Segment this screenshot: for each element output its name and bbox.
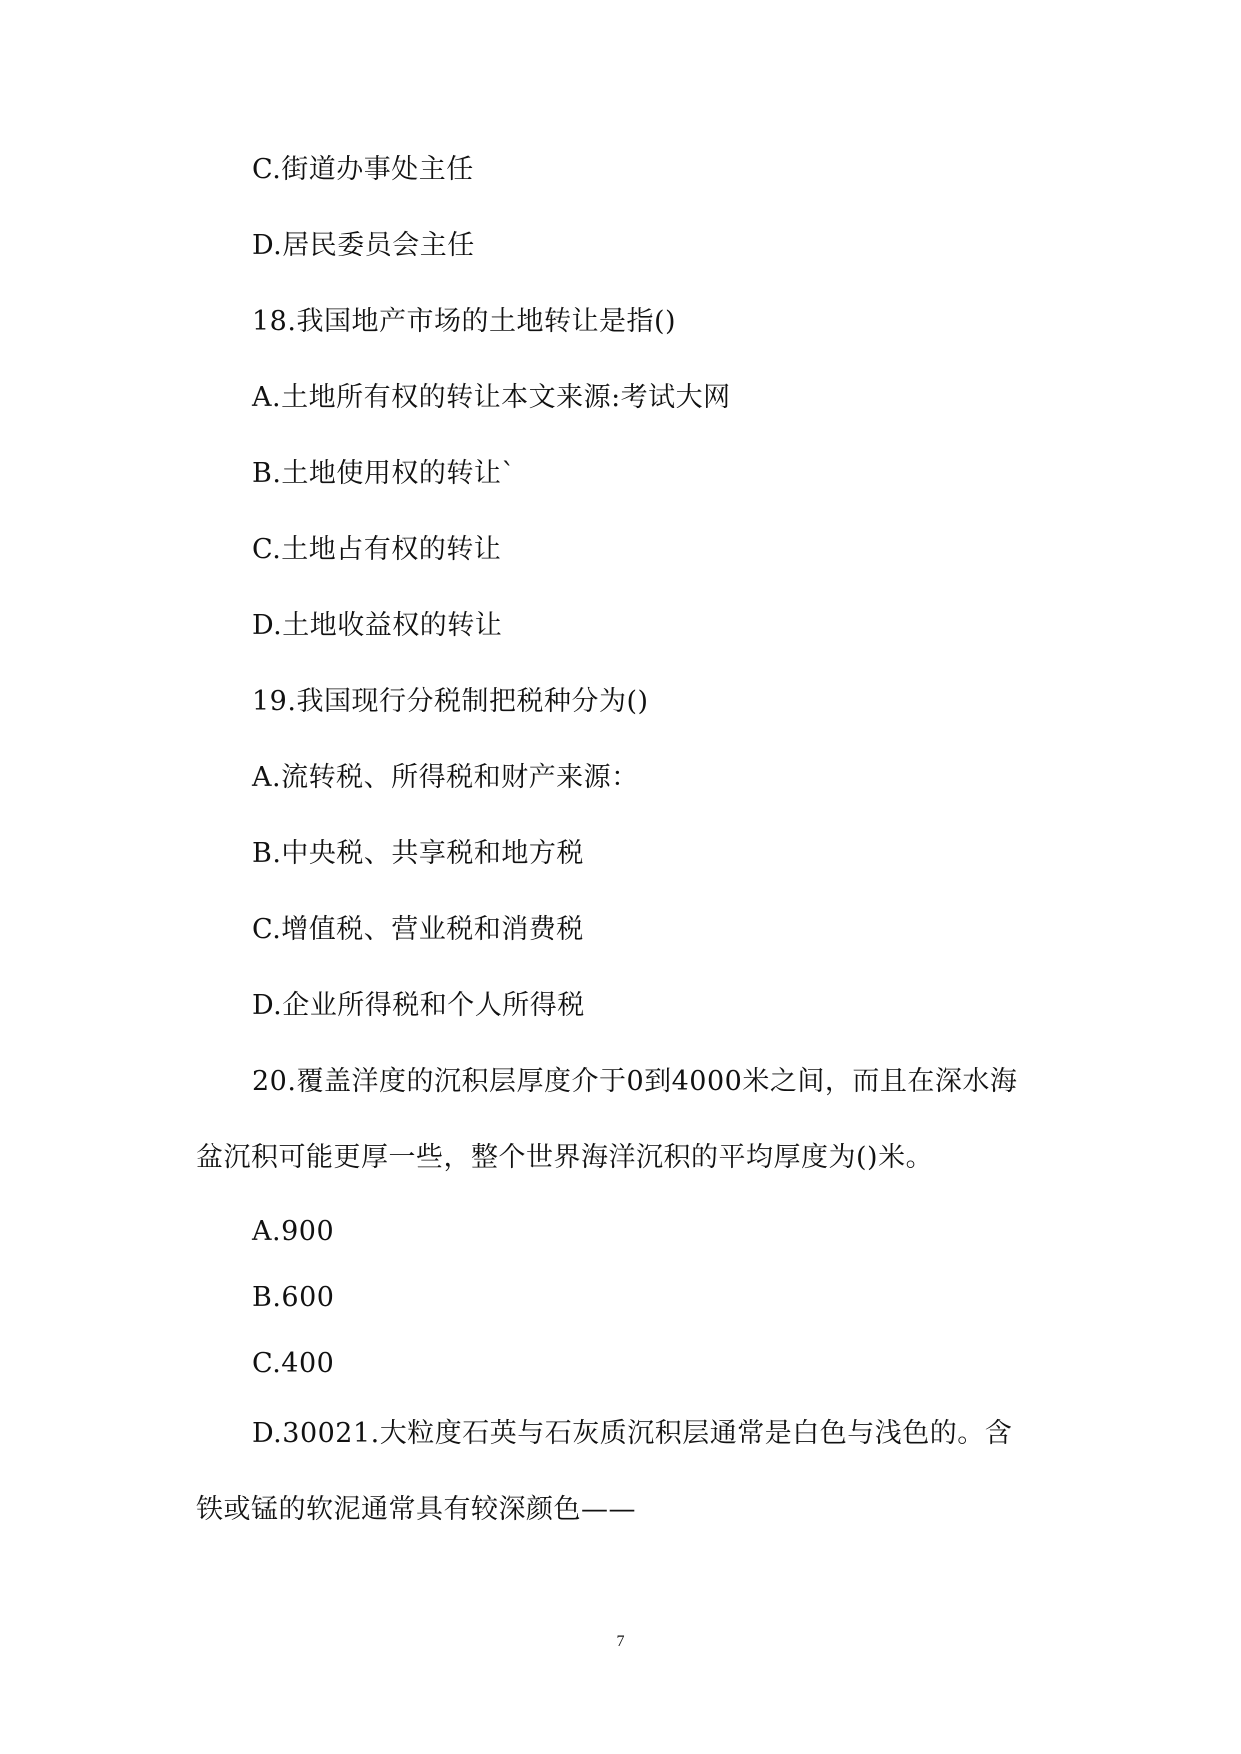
- option-c-19: C.增值税、营业税和消费税: [252, 914, 584, 945]
- option-b-18: B.土地使用权的转让`: [252, 458, 516, 489]
- option-a-19: A.流转税、所得税和财产来源：: [252, 762, 639, 793]
- question-20-line-1: 20.覆盖洋度的沉积层厚度介于0到4000米之间，而且在深水海: [252, 1066, 1018, 1097]
- option-a-20: A.900: [252, 1216, 335, 1247]
- option-c-17: C.街道办事处主任: [252, 154, 474, 185]
- page-number: 7: [616, 1633, 625, 1650]
- option-b-20: B.600: [252, 1282, 335, 1313]
- question-18: 18.我国地产市场的土地转让是指(): [252, 306, 677, 337]
- question-19: 19.我国现行分税制把税种分为(): [252, 686, 649, 717]
- option-c-18: C.土地占有权的转让: [252, 534, 502, 565]
- option-a-18: A.土地所有权的转让本文来源:考试大网: [252, 382, 731, 413]
- option-d-18: D.土地收益权的转让: [252, 610, 503, 641]
- option-c-20: C.400: [252, 1348, 335, 1379]
- option-d-17: D.居民委员会主任: [252, 230, 475, 261]
- option-b-19: B.中央税、共享税和地方税: [252, 838, 584, 869]
- question-20-line-2: 盆沉积可能更厚一些，整个世界海洋沉积的平均厚度为()米。: [196, 1142, 934, 1173]
- question-21-line-2: 铁或锰的软泥通常具有较深颜色——: [196, 1494, 636, 1525]
- option-d-20-question-21: D.30021.大粒度石英与石灰质沉积层通常是白色与浅色的。含: [252, 1418, 1013, 1449]
- option-d-19: D.企业所得税和个人所得税: [252, 990, 585, 1021]
